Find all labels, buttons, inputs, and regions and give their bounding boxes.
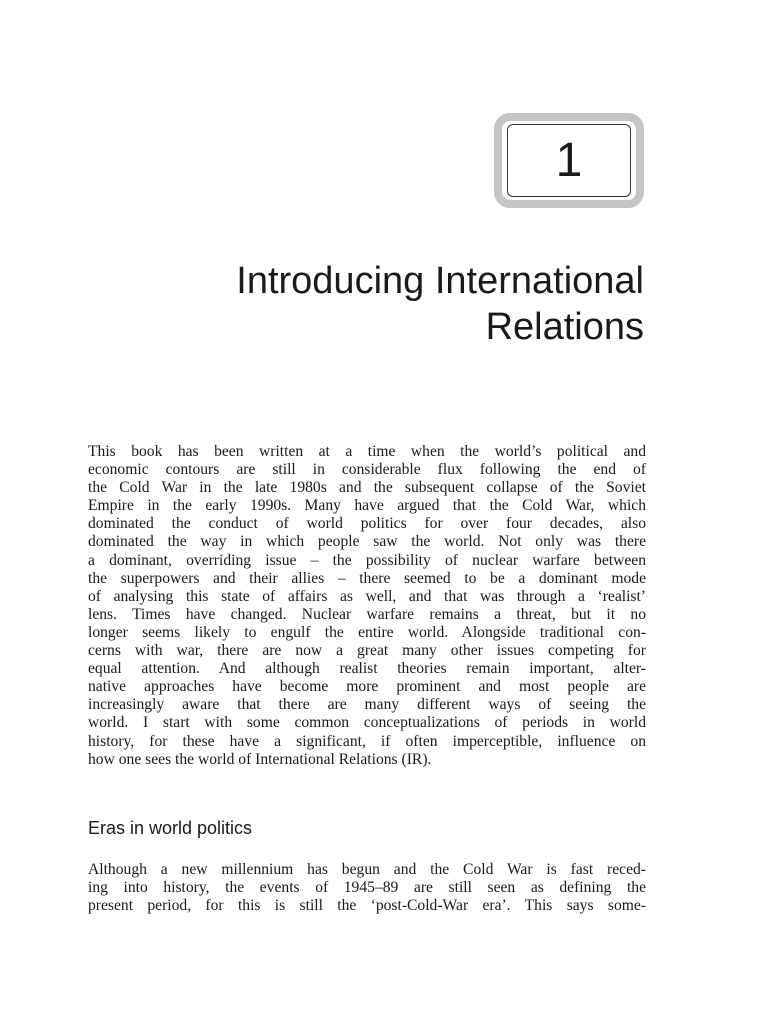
- text-line: lens. Times have changed. Nuclear warfare remains a threat, but it no: [88, 605, 646, 623]
- text-line: present period, for this is still the ‘post-Cold-War era’. This says some-: [88, 897, 646, 915]
- text-line: Empire in the early 1990s. Many have argued that the Cold War, which: [88, 497, 646, 515]
- text-line: history, for these have a significant, if often imperceptible, influence on: [88, 732, 646, 750]
- chapter-number: 1: [507, 124, 631, 197]
- text-line: the superpowers and their allies – there seemed to be a dominant mode: [88, 569, 646, 587]
- text-line: a dominant, overriding issue – the possibility of nuclear warfare between: [88, 551, 646, 569]
- text-line: economic contours are still in considerable flux following the end of: [88, 461, 646, 479]
- text-line: ing into history, the events of 1945–89 are still seen as defining the: [88, 879, 646, 897]
- text-line: world. I start with some common conceptualizations of periods in world: [88, 714, 646, 732]
- text-line: of analysing this state of affairs as well, and that was through a ‘realist’: [88, 587, 646, 605]
- text-line: native approaches have become more prominent and most people are: [88, 678, 646, 696]
- text-line: cerns with war, there are now a great many other issues competing for: [88, 642, 646, 660]
- text-line: This book has been written at a time when the world’s political and: [88, 443, 646, 460]
- chapter-title-line-1: Introducing International: [236, 260, 644, 302]
- text-line: dominated the conduct of world politics for over four decades, also: [88, 515, 646, 533]
- intro-paragraph: [88, 443, 646, 769]
- text-line: longer seems likely to engulf the entire world. Alongside traditional con-: [88, 623, 646, 641]
- chapter-title-line-2: Relations: [485, 306, 644, 348]
- chapter-number-box: [494, 113, 644, 208]
- text-line: dominated the way in which people saw the world. Not only was there: [88, 533, 646, 551]
- text-line: Although a new millennium has begun and the Cold War is fast reced-: [88, 861, 646, 878]
- text-line: the Cold War in the late 1980s and the subsequent collapse of the Soviet: [88, 479, 646, 497]
- text-line: how one sees the world of International Relations (IR).: [88, 750, 432, 768]
- text-line: increasingly aware that there are many different ways of seeing the: [88, 696, 646, 714]
- chapter-title: [84, 258, 644, 350]
- text-line: equal attention. And although realist theories remain important, alter-: [88, 660, 646, 678]
- section-paragraph: [88, 861, 646, 915]
- section-heading: Eras in world politics: [88, 818, 253, 838]
